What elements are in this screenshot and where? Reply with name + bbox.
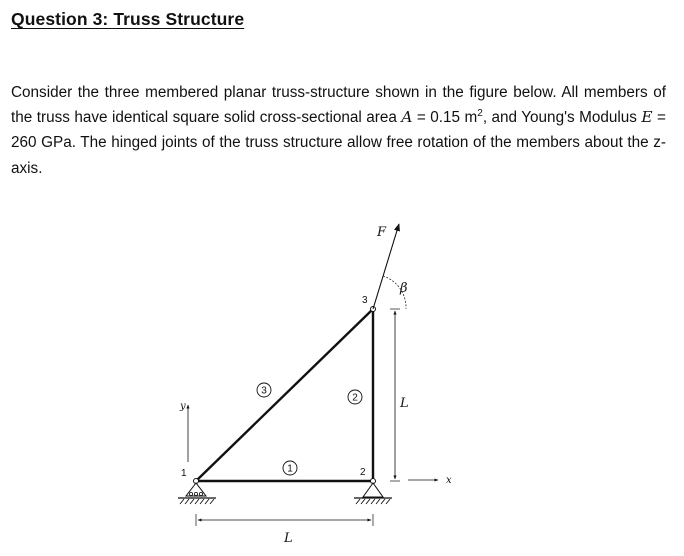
modulus-symbol: E: [641, 108, 653, 127]
x-axis-label: x: [446, 475, 452, 486]
pin-support-1: [178, 483, 216, 504]
page-title: Question 3: Truss Structure: [11, 9, 245, 29]
svg-text:2: 2: [352, 392, 358, 404]
angle-label: β: [400, 281, 408, 296]
member-2-label: [348, 390, 362, 404]
svg-text:1: 1: [287, 463, 293, 475]
force-label: F: [377, 225, 387, 240]
member-3-bar: [196, 309, 373, 481]
member-1-label: [283, 461, 297, 475]
node-2-label: 2: [360, 467, 366, 478]
node-3-label: 3: [362, 295, 368, 306]
problem-description: Consider the three membered planar truss-structure shown in the figure below. All members of the truss have identical square solid cross-sectional area A = 0.15 $m^2$, and Young's Modulus E = 260 GPa. The hinged joints of the truss structure allow free rotation of the members about the z-axis.: [11, 84, 666, 177]
y-axis-label: y: [180, 401, 186, 412]
pin-support-2: [354, 483, 392, 504]
svg-text:3: 3: [261, 385, 267, 397]
vertical-length-label: L: [400, 396, 409, 411]
area-symbol: A: [401, 108, 413, 127]
member-3-label: [257, 383, 271, 397]
node-1-label: 1: [181, 468, 187, 479]
horizontal-length-label: L: [284, 531, 293, 546]
